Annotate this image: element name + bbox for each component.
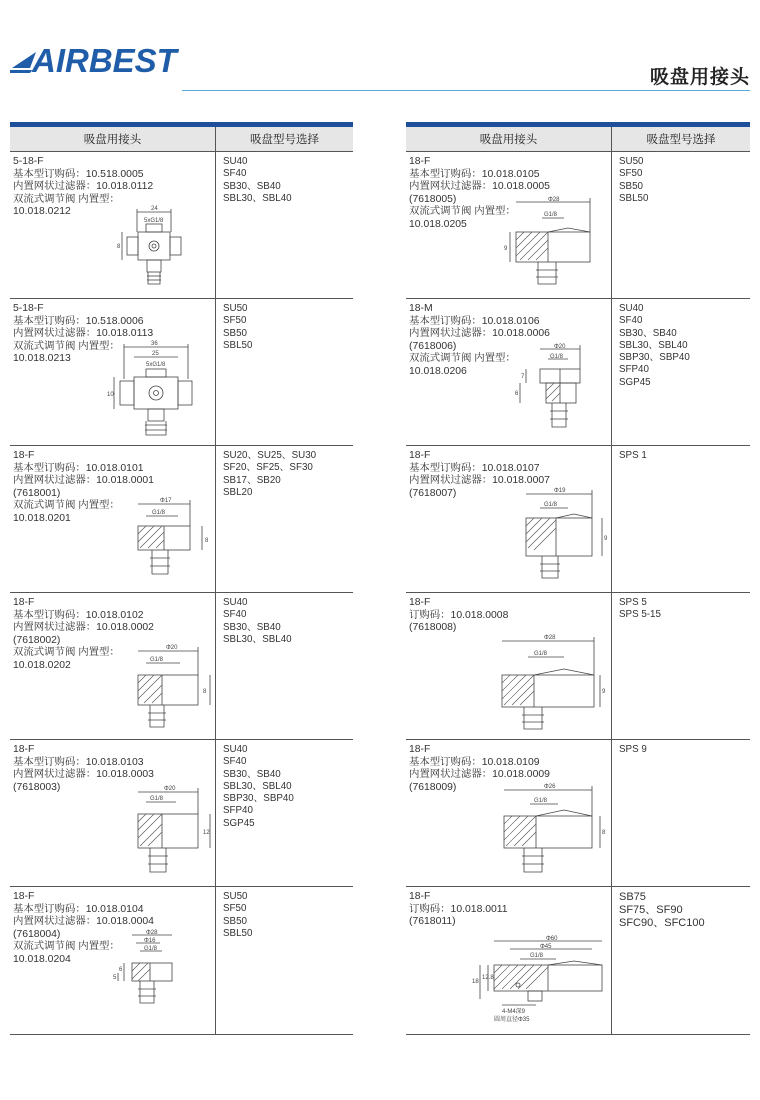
dim-label: G1/8 bbox=[544, 502, 558, 508]
order-code: 基本型订购码：10.018.0105 bbox=[409, 168, 540, 180]
valve-label: 双流式调节阀 内置型： bbox=[13, 193, 120, 205]
dim-label: 8 bbox=[602, 830, 606, 836]
dim-label: Φ60 bbox=[546, 936, 558, 942]
order-code: 基本型订购码：10.018.0104 bbox=[13, 903, 144, 915]
part-number: (7618001) bbox=[13, 487, 61, 499]
fitting-cell bbox=[10, 446, 216, 592]
model-item: SPS 5 bbox=[619, 597, 647, 608]
column-header-model: 吸盘型号选择 bbox=[250, 134, 319, 146]
dim-label: G1/8 bbox=[530, 953, 544, 959]
fitting-type: 5-18-F bbox=[13, 303, 44, 314]
fitting-type: 18-F bbox=[13, 597, 35, 608]
order-code: 基本型订购码：10.018.0107 bbox=[409, 462, 540, 474]
order-code: 基本型订购码：10.518.0005 bbox=[13, 168, 144, 180]
filter-code: 内置网状过滤器：10.018.0009 bbox=[409, 769, 550, 781]
fitting-cell bbox=[406, 887, 612, 1034]
model-item: SU50 bbox=[223, 303, 248, 314]
filter-code: 内置网状过滤器：10.018.0004 bbox=[13, 916, 154, 928]
model-item: SFP40 bbox=[619, 364, 649, 376]
part-number: (7618004) bbox=[13, 928, 61, 940]
brand-name: AIRBEST bbox=[32, 42, 177, 79]
model-item: SBL30、SBL40 bbox=[223, 633, 292, 645]
order-code: 订购码：10.018.0011 bbox=[409, 903, 508, 915]
model-item: SU20、SU25、SU30 bbox=[223, 450, 317, 461]
table-header bbox=[406, 127, 750, 152]
dim-label: G1/8 bbox=[534, 798, 548, 804]
filter-code: 内置网状过滤器：10.018.0002 bbox=[13, 622, 154, 634]
dim-label: Φ45 bbox=[540, 944, 552, 950]
part-number: (7618007) bbox=[409, 487, 457, 499]
dim-label: 9 bbox=[602, 689, 606, 695]
table-row bbox=[10, 593, 353, 740]
model-item: SF40 bbox=[223, 756, 247, 768]
fitting-drawing bbox=[104, 339, 208, 443]
model-item: SF20、SF25、SF30 bbox=[223, 462, 313, 474]
model-item: SF40 bbox=[223, 168, 247, 180]
model-item: SB50 bbox=[619, 180, 643, 192]
model-cell bbox=[612, 152, 750, 298]
model-item: SPS 5-15 bbox=[619, 609, 661, 621]
model-item: SB50 bbox=[223, 915, 247, 927]
fitting-cell bbox=[10, 299, 216, 445]
model-item: SFC90、SFC100 bbox=[619, 917, 705, 929]
table-row bbox=[406, 446, 750, 593]
model-cell bbox=[612, 593, 750, 739]
model-item: SBL30、SBL40 bbox=[223, 192, 292, 204]
filter-code: 内置网状过滤器：10.018.0001 bbox=[13, 475, 154, 487]
model-item: SPS 1 bbox=[619, 450, 647, 461]
column-header-fitting: 吸盘用接头 bbox=[10, 127, 216, 151]
fitting-drawing bbox=[444, 935, 610, 1035]
model-item: SBL30、SBL40 bbox=[223, 780, 292, 792]
fitting-type: 18-F bbox=[409, 744, 431, 755]
model-item: SBP30、SBP40 bbox=[223, 793, 294, 805]
fitting-drawing bbox=[494, 780, 610, 884]
model-cell bbox=[612, 299, 750, 445]
left-product-table bbox=[10, 122, 353, 1035]
model-cell bbox=[216, 593, 353, 739]
model-item: SU40 bbox=[223, 744, 248, 755]
filter-code: 内置网状过滤器：10.018.0112 bbox=[13, 181, 154, 193]
model-item: SU40 bbox=[223, 597, 248, 608]
part-number: (7618005) bbox=[409, 193, 457, 205]
fitting-drawing bbox=[114, 204, 194, 294]
part-number: (7618011) bbox=[409, 916, 456, 928]
model-item: SGP45 bbox=[223, 817, 255, 829]
page-title: 吸盘用接头 bbox=[649, 67, 750, 88]
table-row bbox=[10, 887, 353, 1035]
dim-label: 9 bbox=[604, 536, 608, 542]
model-item: SBP30、SBP40 bbox=[619, 352, 690, 364]
heading-divider bbox=[182, 90, 750, 91]
fitting-type: 18-F bbox=[13, 450, 35, 461]
valve-label: 双流式调节阀 内置型： bbox=[13, 340, 120, 352]
model-cell bbox=[216, 446, 353, 592]
dim-label: 8 bbox=[205, 538, 209, 544]
order-code: 基本型订购码：10.018.0109 bbox=[409, 756, 540, 768]
dim-label: G1/8 bbox=[144, 946, 158, 952]
fitting-type: 18-F bbox=[13, 744, 35, 755]
dim-label: Φ28 bbox=[544, 635, 556, 641]
model-cell bbox=[612, 446, 750, 592]
table-row bbox=[406, 299, 750, 446]
dim-label: 12.8 bbox=[482, 975, 494, 981]
model-item: SGP45 bbox=[619, 376, 651, 388]
order-code: 订购码：10.018.0008 bbox=[409, 609, 509, 621]
fitting-cell bbox=[406, 740, 612, 886]
model-item: SU50 bbox=[619, 156, 644, 167]
fitting-drawing bbox=[126, 784, 214, 882]
dim-label: 24 bbox=[151, 206, 158, 212]
dim-label: Φ20 bbox=[164, 786, 176, 792]
model-item: SU40 bbox=[619, 303, 644, 314]
model-item: SBL50 bbox=[223, 339, 253, 351]
dim-label: 8 bbox=[203, 689, 207, 695]
fitting-cell bbox=[406, 299, 612, 445]
dim-label: 5 bbox=[113, 975, 117, 981]
dim-label: Φ16 bbox=[144, 938, 156, 944]
dim-label: 18 bbox=[472, 979, 479, 985]
dim-label: Φ26 bbox=[544, 784, 556, 790]
order-code: 基本型订购码：10.018.0102 bbox=[13, 609, 144, 621]
valve-label: 双流式调节阀 内置型： bbox=[13, 647, 120, 659]
dim-label: 12 bbox=[203, 830, 210, 836]
model-item: SF40 bbox=[619, 315, 643, 327]
part-number: (7618006) bbox=[409, 340, 457, 352]
fitting-drawing bbox=[128, 496, 214, 588]
filter-code: 内置网状过滤器：10.018.0006 bbox=[409, 328, 550, 340]
table-row bbox=[10, 299, 353, 446]
fitting-type: 18-F bbox=[409, 156, 431, 167]
valve-label: 双流式调节阀 内置型： bbox=[13, 500, 120, 512]
filter-code: 内置网状过滤器：10.018.0007 bbox=[409, 475, 550, 487]
part-number: (7618003) bbox=[13, 781, 61, 793]
table-row bbox=[406, 593, 750, 740]
part-number: (7618008) bbox=[409, 622, 457, 634]
valve-code: 10.018.0213 bbox=[13, 353, 71, 365]
fitting-cell bbox=[10, 740, 216, 886]
valve-label: 双流式调节阀 内置型： bbox=[409, 353, 516, 365]
fitting-cell bbox=[10, 593, 216, 739]
fitting-cell bbox=[406, 152, 612, 298]
model-item: SU40 bbox=[223, 156, 248, 167]
dim-label: 圆周直径Φ35 bbox=[494, 1017, 530, 1023]
fitting-type: 18-F bbox=[409, 891, 431, 902]
dim-label: G1/8 bbox=[534, 651, 548, 657]
dim-label: G1/8 bbox=[152, 510, 166, 516]
model-item: SBL30、SBL40 bbox=[619, 339, 688, 351]
dim-label: 5xG1/8 bbox=[144, 218, 164, 224]
dim-label: Φ19 bbox=[554, 488, 566, 494]
valve-label: 双流式调节阀 内置型： bbox=[409, 206, 516, 218]
model-item: SB30、SB40 bbox=[223, 621, 281, 633]
model-item: SB30、SB40 bbox=[223, 180, 281, 192]
table-header bbox=[10, 127, 353, 152]
dim-label: G1/8 bbox=[550, 354, 564, 360]
dim-label: 4-M4深9 bbox=[502, 1009, 526, 1015]
dim-label: Φ28 bbox=[548, 197, 560, 203]
model-item: SB17、SB20 bbox=[223, 474, 281, 486]
dim-label: G1/8 bbox=[544, 212, 558, 218]
right-product-table bbox=[406, 122, 750, 1035]
order-code: 基本型订购码：10.018.0103 bbox=[13, 756, 144, 768]
airbest-logo bbox=[10, 40, 190, 84]
order-code: 基本型订购码：10.518.0006 bbox=[13, 315, 144, 327]
model-item: SB30、SB40 bbox=[223, 768, 281, 780]
fitting-cell bbox=[10, 152, 216, 298]
dim-label: Φ17 bbox=[160, 498, 172, 504]
model-cell bbox=[612, 740, 750, 886]
model-cell bbox=[612, 887, 750, 1034]
model-cell bbox=[216, 299, 353, 445]
fitting-type: 18-F bbox=[409, 597, 431, 608]
model-item: SF50 bbox=[619, 168, 643, 180]
dim-label: 6 bbox=[119, 967, 123, 973]
valve-code: 10.018.0206 bbox=[409, 365, 467, 377]
model-cell bbox=[216, 740, 353, 886]
table-row bbox=[406, 887, 750, 1035]
fitting-drawing bbox=[510, 343, 610, 443]
dim-label: 7 bbox=[521, 374, 525, 380]
model-item: SBL50 bbox=[619, 192, 649, 204]
valve-label: 双流式调节阀 内置型： bbox=[13, 941, 120, 953]
fitting-drawing bbox=[516, 486, 610, 590]
filter-code: 内置网状过滤器：10.018.0005 bbox=[409, 181, 550, 193]
fitting-drawing bbox=[502, 196, 608, 296]
model-item: SU50 bbox=[223, 891, 248, 902]
valve-code: 10.018.0212 bbox=[13, 206, 71, 218]
filter-code: 内置网状过滤器：10.018.0113 bbox=[13, 328, 154, 340]
fitting-drawing bbox=[106, 929, 206, 1033]
fitting-cell bbox=[406, 593, 612, 739]
model-cell bbox=[216, 152, 353, 298]
filter-code: 内置网状过滤器：10.018.0003 bbox=[13, 769, 154, 781]
table-row bbox=[406, 740, 750, 887]
table-row bbox=[10, 740, 353, 887]
model-item: SBL50 bbox=[223, 927, 253, 939]
fitting-type: 18-F bbox=[13, 891, 35, 902]
fitting-cell bbox=[10, 887, 216, 1034]
dim-label: 9 bbox=[504, 246, 508, 252]
model-item: SB75 bbox=[619, 891, 646, 903]
model-item: SB30、SB40 bbox=[619, 327, 677, 339]
dim-label: 10 bbox=[107, 392, 114, 398]
table-row bbox=[10, 446, 353, 593]
fitting-type: 18-F bbox=[409, 450, 431, 461]
table-row bbox=[10, 152, 353, 299]
table-row bbox=[406, 152, 750, 299]
model-cell bbox=[216, 887, 353, 1034]
dim-label: G1/8 bbox=[150, 657, 164, 663]
model-item: SPS 9 bbox=[619, 744, 647, 755]
dim-label: 5xG1/8 bbox=[146, 362, 166, 368]
valve-code: 10.018.0205 bbox=[409, 218, 467, 230]
fitting-drawing bbox=[128, 643, 214, 735]
fitting-drawing bbox=[494, 633, 610, 737]
dim-label: 25 bbox=[152, 351, 159, 357]
model-item: SB50 bbox=[223, 327, 247, 339]
order-code: 基本型订购码：10.018.0106 bbox=[409, 315, 540, 327]
valve-code: 10.018.0204 bbox=[13, 953, 71, 965]
fitting-cell bbox=[406, 446, 612, 592]
model-item: SFP40 bbox=[223, 805, 253, 817]
model-item: SBL20 bbox=[223, 486, 253, 498]
model-item: SF50 bbox=[223, 903, 247, 915]
dim-label: 8 bbox=[117, 244, 121, 250]
valve-code: 10.018.0202 bbox=[13, 659, 71, 671]
model-item: SF40 bbox=[223, 609, 247, 621]
dim-label: Φ20 bbox=[554, 344, 566, 350]
order-code: 基本型订购码：10.018.0101 bbox=[13, 462, 144, 474]
valve-code: 10.018.0201 bbox=[13, 512, 71, 524]
dim-label: 6 bbox=[515, 391, 519, 397]
part-number: (7618009) bbox=[409, 781, 457, 793]
column-header-fitting: 吸盘用接头 bbox=[406, 127, 612, 151]
dim-label: Φ28 bbox=[146, 930, 158, 936]
dim-label: 36 bbox=[151, 341, 158, 347]
dim-label: Φ20 bbox=[166, 645, 178, 651]
fitting-type: 18-M bbox=[409, 303, 433, 314]
model-item: SF50 bbox=[223, 315, 247, 327]
fitting-type: 5-18-F bbox=[13, 156, 44, 167]
part-number: (7618002) bbox=[13, 634, 61, 646]
model-item: SF75、SF90 bbox=[619, 904, 683, 916]
dim-label: G1/8 bbox=[150, 796, 164, 802]
column-header-model: 吸盘型号选择 bbox=[646, 134, 716, 146]
